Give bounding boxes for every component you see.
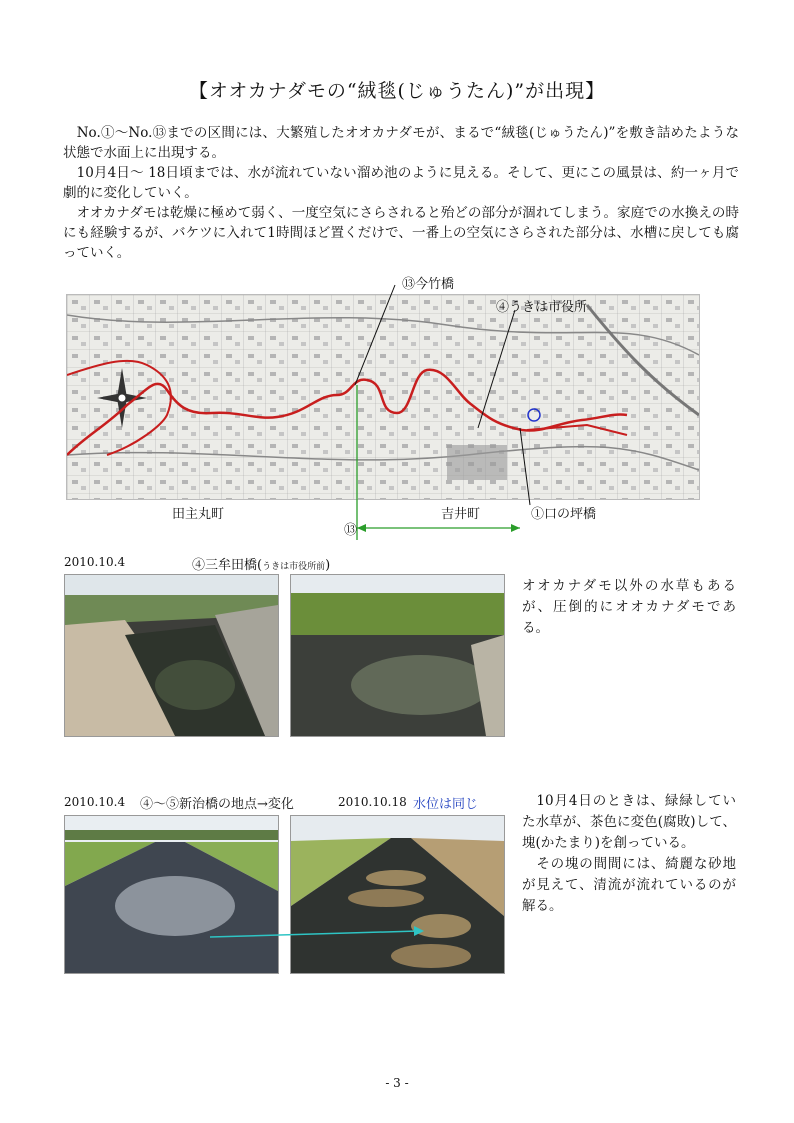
page-title: 【オオカナダモの“絨毯(じゅうたん)”が出現】 (188, 80, 606, 102)
photo-date-after: 2010.10.18 (338, 795, 407, 809)
map-label-tanushimaru: 田主丸町 (172, 507, 225, 522)
paragraph: 10月4日～ 18日頃までは、水が流れていない溜め池のように見える。そして、更にこの風景は、約一ヶ月で劇的に変化していく。 (63, 165, 739, 201)
photo-date: 2010.10.4 (64, 555, 126, 569)
section2-paragraph: その塊の間間には、綺麗な砂地が見えて、清流が流れているのが解る。 (522, 856, 736, 914)
section1-text: オオカナダモ以外の水草もあるが、圧倒的にオオカナダモである。 (522, 578, 736, 636)
photo-caption-change: ④～⑤新治橋の地点→変化 (140, 797, 294, 812)
page-number: - 3 - (385, 1076, 409, 1090)
water-level-note: 水位は同じ (413, 797, 479, 812)
photo-caption: ④三牟田橋(うきは市役所前) (192, 558, 331, 573)
map-label-4: ④うきは市役所 (496, 300, 588, 315)
section2-text (522, 791, 736, 917)
map-label-1: ①口の坪橋 (531, 507, 597, 522)
section2-paragraph: 10月4日のときは、緑緑していた水草が、茶色に変色(腐敗)して、塊(かたまり)を創っている。 (522, 793, 736, 851)
map-label-yoshii: 吉井町 (441, 507, 481, 522)
paragraph: オオカナダモは乾燥に極めて弱く、一度空気にさらされると殆どの部分が涸れてしまう。家庭での水換えの時にも経験するが、バケツに入れて1時間ほど置くだけで、一番上の空気にさらされた部分は、水槽に戻しても腐っていく。 (63, 205, 739, 261)
map-label-range: ⑬ (344, 523, 358, 538)
map-label-13: ⑬今竹橋 (402, 277, 455, 292)
photo-date-before: 2010.10.4 (64, 795, 126, 809)
paragraph: No.①～No.⑬までの区間には、大繁殖したオオカナダモが、まるで“絨毯(じゅうたん)”を敷き詰めたような状態で水面上に出現する。 (63, 125, 739, 161)
